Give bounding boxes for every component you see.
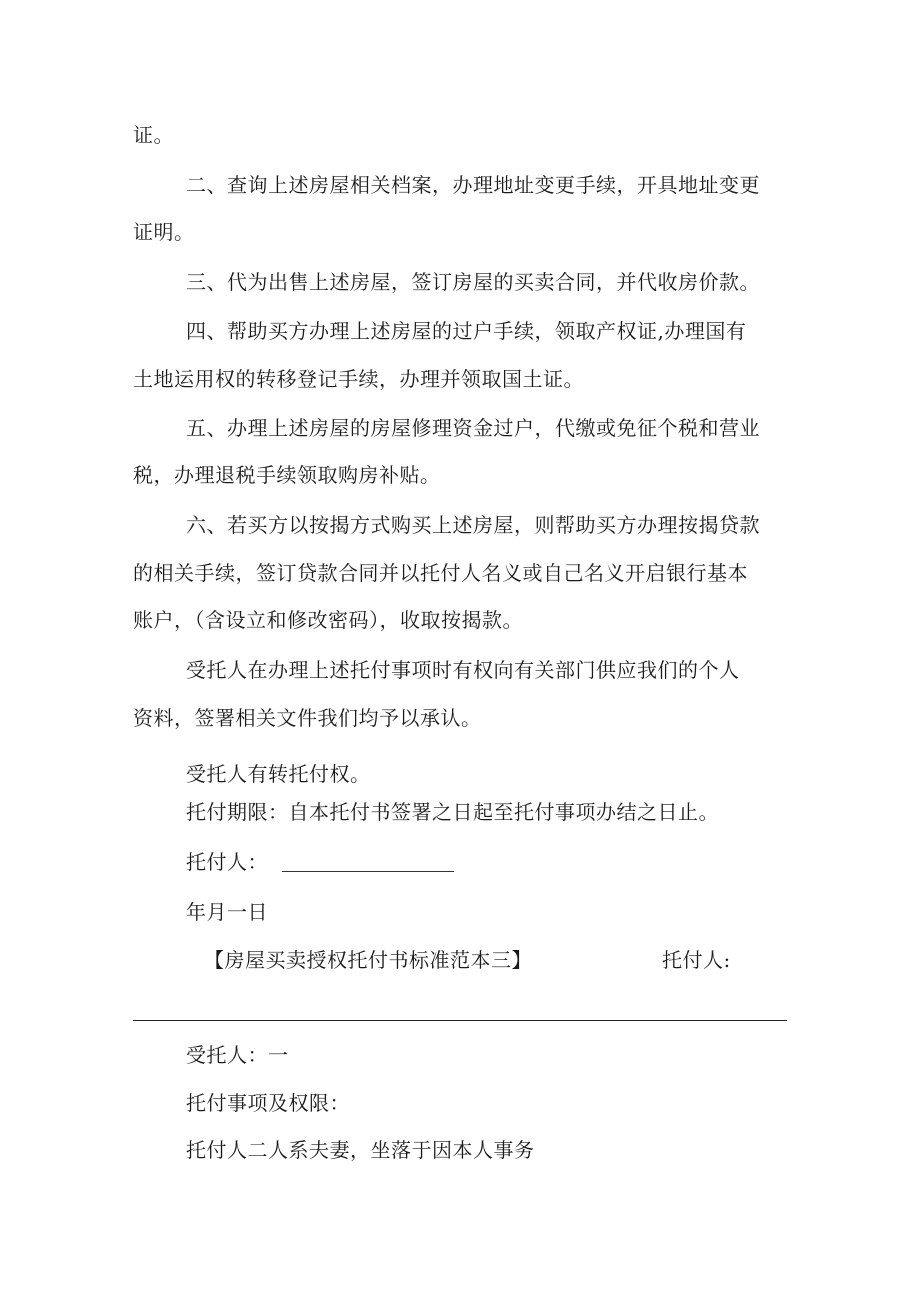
sub-delegation-clause: 受托人有转托付权。	[186, 762, 371, 786]
authority-line-1: 受托人在办理上述托付事项时有权向有关部门供应我们的个人	[186, 658, 740, 682]
matters-label: 托付事项及权限：	[186, 1091, 350, 1115]
paragraph-tail: 证。	[133, 123, 174, 147]
item-2-line-2: 证明。	[133, 220, 195, 244]
authority-line-2: 资料，签署相关文件我们均予以承认。	[133, 706, 482, 730]
item-5-line-2: 税，办理退税手续领取购房补贴。	[133, 463, 441, 487]
matters-text: 托付人二人系夫妻，坐落于因本人事务	[186, 1138, 535, 1162]
item-6-line-2: 的相关手续，签订贷款合同并以托付人名义或自己名义开启银行基本	[133, 561, 748, 585]
item-6-line-3: 账户，（含设立和修改密码），收取按揭款。	[133, 608, 523, 632]
item-3-line-1: 三、代为出售上述房屋，签订房屋的买卖合同，并代收房价款。	[186, 270, 760, 294]
item-4-line-1: 四、帮助买方办理上述房屋的过户手续，领取产权证,办理国有	[186, 319, 747, 343]
term-clause: 托付期限：自本托付书签署之日起至托付事项办结之日止。	[186, 800, 719, 824]
principal-label: 托付人：	[186, 850, 268, 874]
item-6-line-1: 六、若买方以按揭方式购买上述房屋，则帮助买方办理按揭贷款	[186, 513, 760, 537]
section-title: 【房屋买卖授权托付书标准范本三】	[204, 948, 532, 972]
date-line: 年月一日	[186, 900, 268, 924]
item-5-line-1: 五、办理上述房屋的房屋修理资金过户，代缴或免征个税和营业	[186, 416, 760, 440]
trustee-line: 受托人：一	[186, 1043, 289, 1067]
section-divider	[133, 1020, 787, 1021]
section-principal-label: 托付人:	[662, 948, 731, 972]
item-2-line-1: 二、查询上述房屋相关档案，办理地址变更手续，开具地址变更	[186, 173, 760, 197]
item-4-line-2: 土地运用权的转移登记手续，办理并领取国土证。	[133, 367, 584, 391]
principal-signature-blank	[282, 871, 454, 872]
